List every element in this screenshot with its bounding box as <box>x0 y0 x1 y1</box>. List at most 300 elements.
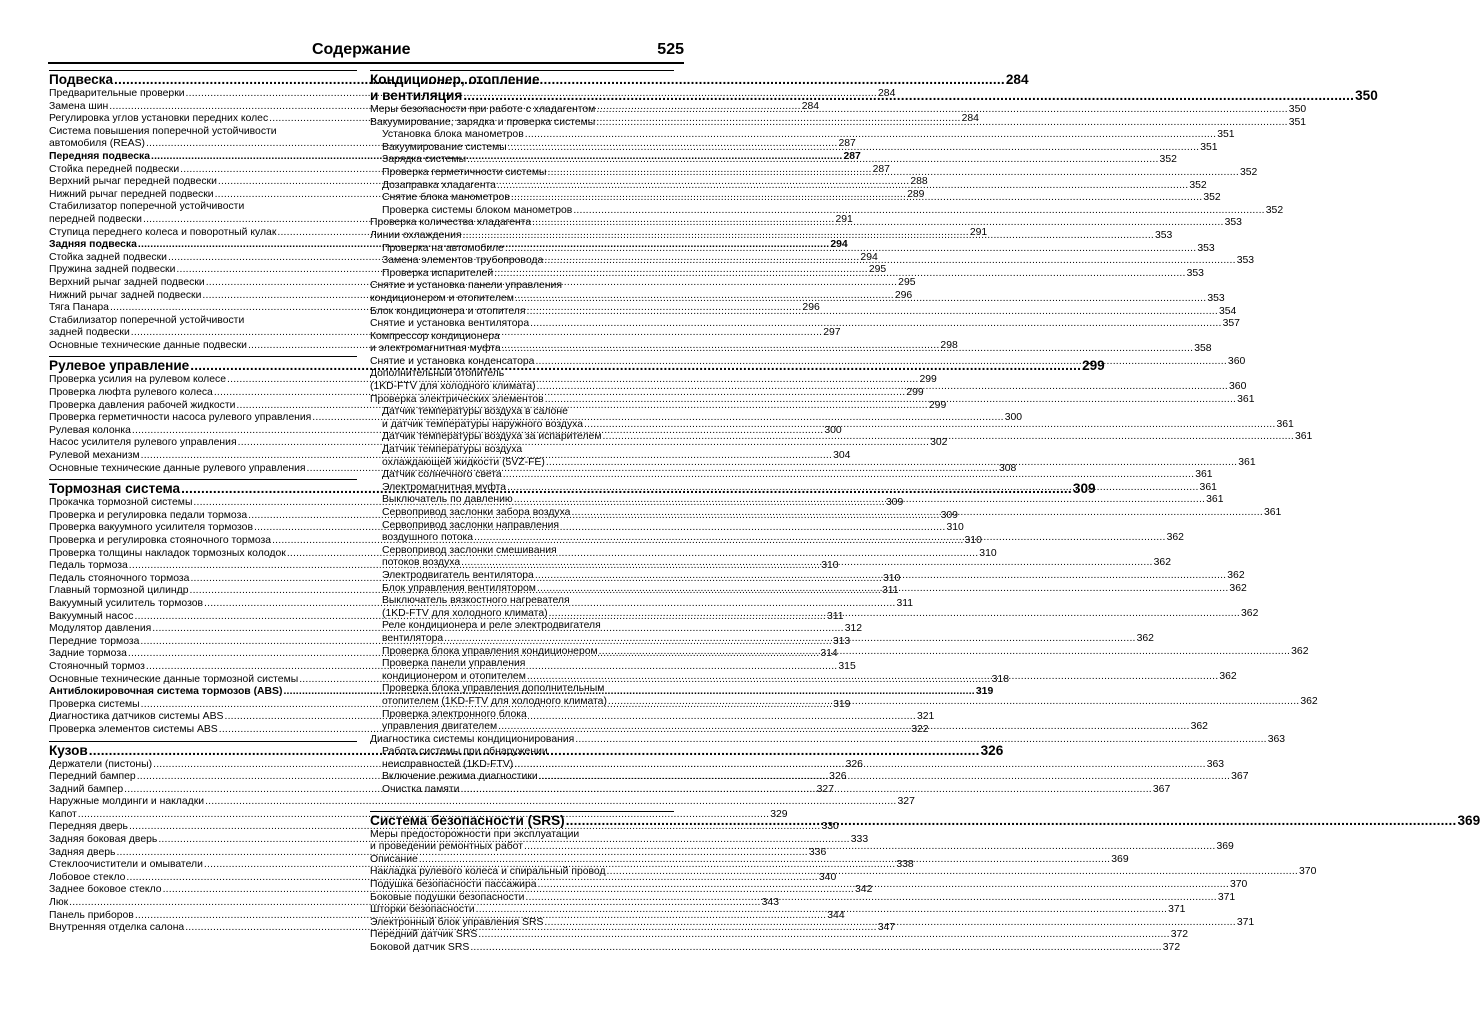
toc-entry-title: задней подвески <box>49 327 130 339</box>
toc-entry-line <box>370 595 674 608</box>
toc-entry-title: Очистка памяти <box>382 784 460 796</box>
toc-page-number: 370 <box>1299 866 1317 878</box>
toc-page-number: 362 <box>1136 632 1154 644</box>
toc-page-number: 342 <box>855 884 873 896</box>
toc-entry-title: Основные технические данные подвески <box>49 339 247 351</box>
toc-entry-line <box>370 829 674 842</box>
toc-entry-title: Замена шин <box>49 100 109 112</box>
toc-page-number: 321 <box>916 711 935 723</box>
toc-entry-title: Внутренняя отделка салона <box>49 922 185 934</box>
toc-entry-line <box>49 315 357 328</box>
toc-page-number: 361 <box>1294 431 1313 443</box>
section-rule <box>49 356 357 357</box>
toc-entry-title: Лобовое стекло <box>49 871 126 883</box>
toc-entry-title: и проведении ремонтных работ <box>370 841 523 853</box>
toc-entry-title: Линии охлаждения <box>370 229 462 241</box>
toc-page-number: 351 <box>1217 129 1235 141</box>
dot-leader <box>419 854 1110 867</box>
dot-leader <box>530 318 1221 331</box>
toc-page-number: 289 <box>907 188 925 200</box>
dot-leader <box>537 583 1228 596</box>
section-rule <box>370 70 674 71</box>
dot-leader <box>508 142 1199 155</box>
toc-page-number: 362 <box>1227 569 1245 581</box>
toc-entry-title: Стабилизатор поперечной устойчивости <box>49 201 245 213</box>
toc-entry-title: Проверка герметичности насоса рулевого управления <box>49 412 312 424</box>
toc-entry-title: Стабилизатор поперечной устойчивости <box>49 314 245 326</box>
dot-leader <box>478 929 1169 942</box>
toc-entry-title: Нижний рычаг задней подвески <box>49 289 202 301</box>
toc-page-number: 353 <box>1236 255 1255 267</box>
toc-page-number: 310 <box>979 547 997 559</box>
toc-page-number: 310 <box>964 535 982 546</box>
toc-page-number: 352 <box>1159 154 1177 166</box>
toc-entry-title: Главный тормозной цилиндр <box>49 585 189 597</box>
section-rule <box>49 479 357 480</box>
dot-leader <box>444 633 1135 646</box>
toc-entry-title: Передний датчик SRS <box>370 929 478 941</box>
toc-entry-line <box>370 620 674 633</box>
toc-entry-title: Проверка усилия на рулевом колесе <box>49 374 227 386</box>
toc-entry-title: автомобиля (REAS) <box>49 138 145 150</box>
dot-leader <box>463 88 1354 104</box>
toc-page-number: 297 <box>823 327 841 339</box>
toc-entry[interactable] <box>370 204 1284 218</box>
toc-page-number: 338 <box>896 859 914 871</box>
dot-leader <box>497 180 1188 193</box>
toc-entry-title: охлаждающей жидкости (5VZ-FE) <box>382 456 545 468</box>
toc-entry-title: Нижний рычаг передней подвески <box>49 188 214 200</box>
toc-entry-title: Проверка электронного блока <box>382 708 527 720</box>
toc-section-heading <box>370 72 674 88</box>
toc-entry-title: Блок управления вентилятором <box>382 582 536 594</box>
toc-entry-title: Модулятор давления <box>49 623 152 635</box>
toc-page-number: 361 <box>1195 469 1213 481</box>
toc-page-number: 343 <box>761 897 779 909</box>
dot-leader <box>602 431 1293 444</box>
toc-page-number: 350 <box>1355 88 1378 103</box>
toc-entry-title: Вакуумный насос <box>49 610 134 622</box>
toc-page-number: 353 <box>1186 267 1204 279</box>
toc-page-number: 313 <box>832 635 851 647</box>
dot-leader <box>525 892 1216 905</box>
toc-page-number: 336 <box>808 846 827 858</box>
toc-entry-title: передней подвески <box>49 213 142 225</box>
toc-page-number: 353 <box>1197 242 1215 254</box>
toc-page-number: 294 <box>830 239 848 251</box>
toc-entry-title: Компрессор кондиционера <box>370 330 500 342</box>
toc-entry-title: Ступица переднего колеса и поворотный кулак <box>49 226 277 238</box>
toc-entry-title: Кондиционер, отопление <box>370 72 540 87</box>
toc-entry-line <box>370 444 674 457</box>
toc-entry-title: управления двигателем <box>382 721 498 733</box>
toc-page-number: 352 <box>1265 204 1284 216</box>
toc-entry-title: отопителем (1KD-FTV для холодного климата) <box>382 695 607 707</box>
toc-page-number: 363 <box>1267 733 1286 745</box>
toc-page-number: 308 <box>999 462 1017 474</box>
toc-page-number: 315 <box>838 660 856 672</box>
toc-page-number: 291 <box>969 226 988 238</box>
toc-entry-title: Проверка вакуумного усилителя тормозов <box>49 522 253 534</box>
toc-entry-title: Дополнительный отопитель <box>370 368 505 380</box>
dot-leader <box>502 343 1193 356</box>
toc-page-number: 350 <box>1288 104 1307 115</box>
dot-leader <box>498 721 1189 734</box>
toc-entry-title: кондиционером и отопителем <box>382 670 526 682</box>
toc-entry[interactable] <box>370 929 1189 942</box>
toc-page-number: 333 <box>850 834 869 846</box>
toc-page-number: 312 <box>844 623 863 635</box>
dot-leader <box>476 904 1167 917</box>
toc-entry-title: Прокачка тормозной системы <box>49 497 193 509</box>
toc-page-number: 361 <box>1263 507 1282 518</box>
toc-entry-title: (1KD-FTV для холодного климата) <box>370 381 536 393</box>
toc-page-number: 295 <box>898 276 916 288</box>
dot-leader <box>470 942 1161 955</box>
toc-page-number: 296 <box>802 302 820 314</box>
toc-page-number: 327 <box>816 783 834 795</box>
dot-leader <box>514 494 1205 507</box>
toc-entry-title: Боковой датчик SRS <box>370 942 470 953</box>
toc-entry-title: потоков воздуха <box>382 557 461 569</box>
toc-page-number: 362 <box>1229 582 1247 594</box>
toc-entry-title: Сервопривод заслонки смешивания <box>382 544 557 556</box>
toc-entry-title: Проверка блока управления кондиционером <box>382 645 598 657</box>
section-rule <box>49 741 357 742</box>
toc-entry-title: Работа системы при обнаружении <box>382 746 548 758</box>
toc-entry-line <box>370 406 674 419</box>
toc-entry-title: Электронный блок управления SRS <box>370 916 544 928</box>
toc-page-number: 357 <box>1222 318 1240 330</box>
toc-entry-title: Датчик температуры воздуха <box>382 444 523 456</box>
toc-page-number: 372 <box>1170 929 1189 941</box>
toc-page-number: 352 <box>1239 166 1258 178</box>
toc-page-number: 295 <box>868 264 887 276</box>
toc-page-number: 362 <box>1300 695 1318 707</box>
toc-page-number: 369 <box>1216 841 1234 853</box>
toc-page-number: 370 <box>1229 879 1248 891</box>
toc-entry-title: Держатели (пистоны) <box>49 758 153 770</box>
toc-page-number: 351 <box>1288 116 1307 128</box>
toc-page-number: 360 <box>1229 381 1247 393</box>
toc-page-number: 360 <box>1227 355 1246 367</box>
toc-page-number: 326 <box>980 742 1004 758</box>
toc-entry-title: Меры безопасности при работе с хладагентом <box>370 104 596 115</box>
dot-leader <box>535 356 1226 369</box>
toc-entry-title: Вакуумный усилитель тормозов <box>49 597 204 609</box>
toc-entry-title: Шторки безопасности <box>370 904 475 916</box>
toc-entry-title: Выключатель вязкостного нагревателя <box>382 595 570 607</box>
toc-entry-title: Диагностика датчиков системы ABS <box>49 711 224 723</box>
dot-leader <box>474 532 1165 545</box>
toc-entry-title: Основные технические данные рулевого управления <box>49 462 306 474</box>
toc-entry-title: кондиционером и отопителем <box>370 292 514 304</box>
toc-entry-title: Проверка и регулировка стояночного тормоза <box>49 535 272 546</box>
toc-entry-title: Проверка толщины накладок тормозных колодок <box>49 547 286 559</box>
toc-entry-title: Кузов <box>49 742 88 758</box>
toc-entry-line <box>370 709 674 722</box>
toc-page-number: 369 <box>1457 812 1480 828</box>
dot-leader <box>546 457 1237 470</box>
dot-leader <box>527 306 1218 319</box>
toc-entry[interactable] <box>370 942 1181 955</box>
toc-page-number: 310 <box>882 572 901 584</box>
toc-entry-title: Антиблокировочная система тормозов (ABS) <box>49 686 283 698</box>
toc-entry-title: Дозаправка хладагента <box>382 179 496 191</box>
page-number: 525 <box>657 41 684 58</box>
toc-entry-title: Проверка системы блоком манометров <box>382 204 573 216</box>
toc-page-number: 329 <box>770 808 788 820</box>
toc-page-number: 284 <box>961 113 979 125</box>
dot-leader <box>608 696 1299 709</box>
toc-entry-title: Проверка давления рабочей жидкости <box>49 399 236 411</box>
dot-leader <box>461 557 1152 570</box>
toc-entry-title: Рулевой механизм <box>49 450 140 462</box>
toc-entry-line <box>370 280 674 293</box>
toc-entry-title: Задняя боковая дверь <box>49 834 158 846</box>
toc-page-number: 352 <box>1203 192 1221 204</box>
dot-leader <box>494 268 1185 281</box>
dot-leader <box>538 879 1229 892</box>
toc-entry-title: Регулировка углов установки передних колес <box>49 113 269 125</box>
toc-entry-line <box>49 126 357 139</box>
toc-entry-title: Педаль тормоза <box>49 560 128 572</box>
toc-entry-title: Педаль стояночного тормоза <box>49 572 190 584</box>
toc-page-number: 310 <box>821 560 839 572</box>
toc-entry-title: неисправностей (1KD-FTV) <box>382 758 514 770</box>
toc-entry-line <box>370 368 674 381</box>
toc-page-number: 304 <box>833 450 851 462</box>
toc-page-number: 354 <box>1218 305 1237 317</box>
dot-leader <box>545 394 1236 407</box>
toc-page-number: 311 <box>896 597 914 609</box>
toc-page-number: 361 <box>1237 393 1255 405</box>
toc-page-number: 299 <box>919 374 937 386</box>
toc-page-number: 284 <box>878 88 896 99</box>
toc-entry-title: Система безопасности (SRS) <box>370 812 565 828</box>
toc-page-number: 319 <box>833 698 851 710</box>
toc-entry-title: Стояночный тормоз <box>49 660 145 672</box>
dot-leader <box>527 671 1218 684</box>
toc-page-number: 371 <box>1168 904 1186 916</box>
toc-page-number: 361 <box>1199 481 1217 493</box>
toc-entry-line <box>370 545 674 558</box>
toc-entry-title: Снятие и установка вентилятора <box>370 318 530 330</box>
dot-leader <box>584 419 1275 432</box>
toc-page-number: 351 <box>1200 141 1218 153</box>
toc-page-number: 287 <box>838 138 856 150</box>
toc-entry-title: Блок кондиционера и отопителя <box>370 305 526 317</box>
dot-leader <box>514 759 1205 772</box>
toc-page-number: 309 <box>1072 481 1096 497</box>
toc-entry-title: Проверка элементов системы ABS <box>49 723 218 735</box>
toc-entry[interactable] <box>370 129 1235 142</box>
toc-page-number: 340 <box>818 871 837 883</box>
toc-page-number: 362 <box>1190 721 1208 733</box>
toc-page-number: 344 <box>827 909 845 921</box>
toc-entry-title: Передний бампер <box>49 771 136 783</box>
toc-page-number: 369 <box>1111 853 1129 865</box>
toc-page-number: 353 <box>1155 229 1173 241</box>
toc-entry-title: Люк <box>49 897 69 909</box>
toc-page-number: 299 <box>906 387 924 399</box>
toc-entry-title: Боковые подушки безопасности <box>370 891 525 903</box>
dot-leader <box>544 917 1235 930</box>
toc-entry-title: Передняя дверь <box>49 821 128 833</box>
toc-page-number: 326 <box>829 771 847 783</box>
dot-leader <box>535 570 1226 583</box>
toc-entry-title: Вакуумирование системы <box>382 141 507 153</box>
toc-page-number: 352 <box>1189 179 1207 191</box>
toc-entry-title: Датчик солнечного света <box>382 469 502 481</box>
page-header <box>48 40 684 64</box>
toc-page-number: 310 <box>946 522 964 534</box>
toc-entry-title: Насос усилителя рулевого управления <box>49 437 237 449</box>
dot-leader <box>548 167 1239 180</box>
toc-entry-title: Сервопривод заслонки направления <box>382 519 560 531</box>
toc-page-number: 288 <box>910 176 928 188</box>
toc-page-number: 284 <box>1005 72 1029 87</box>
toc-page-number: 311 <box>881 585 899 597</box>
toc-page-number: 367 <box>1152 784 1171 796</box>
toc-page-number: 358 <box>1194 343 1212 355</box>
toc-entry-title: Задняя дверь <box>49 846 116 858</box>
toc-entry-title: Тяга Панара <box>49 302 109 314</box>
toc-entry[interactable] <box>370 733 1286 747</box>
toc-entry-title: Рулевое управление <box>49 358 190 374</box>
toc-entry-line <box>370 683 674 696</box>
toc-page-number: 291 <box>835 213 853 225</box>
dot-leader <box>599 646 1290 659</box>
toc-page-number: 299 <box>928 399 947 411</box>
toc-page-number: 284 <box>801 100 820 112</box>
toc-page-number: 362 <box>1291 645 1309 657</box>
toc-page-number: 294 <box>860 251 878 263</box>
dot-leader <box>539 771 1230 784</box>
toc-entry-line <box>370 658 674 671</box>
toc-page-number: 311 <box>826 610 844 622</box>
toc-entry-title: воздушного потока <box>382 532 474 544</box>
toc-page-number: 362 <box>1219 670 1237 682</box>
toc-entry-title: Снятие и установка панели управления <box>370 280 562 292</box>
dot-leader <box>566 813 1457 829</box>
toc-page-number: 353 <box>1207 292 1225 304</box>
toc-page-number: 319 <box>975 686 994 698</box>
dot-leader <box>467 154 1158 167</box>
toc-page-number: 361 <box>1238 456 1256 468</box>
toc-entry-title: Рулевая колонка <box>49 424 131 436</box>
toc-page-number: 309 <box>885 497 904 509</box>
toc-entry-title: Проверка испарителей <box>382 267 494 279</box>
toc-page-number: 362 <box>1153 557 1171 569</box>
toc-page-number: 322 <box>911 723 929 735</box>
toc-page-number: 300 <box>1004 412 1023 424</box>
dot-leader <box>573 205 1264 218</box>
toc-page-number: 327 <box>897 796 915 808</box>
toc-entry-title: Проверка электрических элементов <box>370 393 544 405</box>
toc-page-number: 362 <box>1241 607 1259 619</box>
section-spacer <box>370 797 674 807</box>
toc-page-number: 372 <box>1162 942 1181 953</box>
dot-leader <box>596 117 1287 130</box>
toc-page-number: 302 <box>930 437 948 449</box>
toc-entry[interactable] <box>49 796 915 809</box>
dot-leader <box>532 217 1223 230</box>
toc-entry-title: Предварительные проверки <box>49 88 185 99</box>
toc-entry-title: Задняя подвеска <box>49 239 137 251</box>
toc-entry-title: Передняя подвеска <box>49 150 150 162</box>
toc-page-number: 299 <box>1082 358 1105 374</box>
toc-entry-title: Проверка блока управления дополнительным <box>382 683 605 695</box>
toc-entry-title: Проверка люфта рулевого колеса <box>49 387 213 399</box>
toc-entry-title: вентилятора <box>382 632 444 644</box>
dot-leader <box>503 469 1194 482</box>
toc-page-number: 314 <box>820 648 838 660</box>
toc-page-number: 296 <box>894 289 913 301</box>
toc-entry-title: Проверка системы <box>49 698 140 710</box>
toc-page-number: 363 <box>1206 758 1225 770</box>
toc-entry-title: Замена элементов трубопровода <box>382 255 544 267</box>
toc-entry-title: Подвеска <box>49 72 114 87</box>
toc-page-number: 318 <box>991 673 1009 685</box>
toc-entry-title: Вакуумирование, зарядка и проверка системы <box>370 116 596 128</box>
toc-entry-title: Проверка количества хладагента <box>370 217 532 229</box>
toc-entry-title: Тормозная система <box>49 481 181 497</box>
dot-leader <box>607 866 1298 879</box>
dot-leader <box>571 507 1262 520</box>
toc-page-number: 362 <box>1166 532 1184 544</box>
toc-entry-title: Включение режима диагностики <box>382 771 538 783</box>
toc-page-number: 287 <box>872 163 890 175</box>
toc-entry-title: Накладка рулевого колеса и спиральный провод <box>370 866 606 878</box>
toc-page-number: 353 <box>1224 217 1242 229</box>
toc-entry-title: Передние тормоза <box>49 635 140 647</box>
toc-page-number: 371 <box>1217 891 1236 903</box>
toc-page-number: 309 <box>940 509 958 521</box>
toc-entry-line <box>370 331 674 344</box>
toc-entry-title: и вентиляция <box>370 88 463 103</box>
toc-entry-title: Проверка герметичности системы <box>382 166 547 178</box>
toc-page-number: 371 <box>1236 916 1255 928</box>
dot-leader <box>524 841 1215 854</box>
toc-entry-title: Капот <box>49 808 77 820</box>
toc-entry-title: Датчик температуры воздуха в салоне <box>382 406 568 418</box>
dot-leader <box>549 608 1240 621</box>
toc-entry-title: Реле кондиционера и реле электродвигателя <box>382 620 601 632</box>
toc-entry-title: Проверка на автомобиле <box>382 242 504 254</box>
toc-page-number: 287 <box>843 150 861 162</box>
toc-entry-title: Система повышения поперечной устойчивости <box>49 125 277 137</box>
toc-entry-title: Установка блока манометров <box>382 129 524 141</box>
toc-entry-line <box>370 746 674 759</box>
toc-entry-title: Проверка и регулировка педали тормоза <box>49 509 248 521</box>
toc-entry[interactable] <box>370 469 1213 482</box>
page-title: Содержание <box>312 41 411 58</box>
toc-entry-title: Проверка панели управления <box>382 658 526 670</box>
toc-page-number: 361 <box>1276 418 1294 430</box>
dot-leader <box>575 734 1266 747</box>
section-rule <box>370 811 674 812</box>
dot-leader <box>511 192 1202 205</box>
toc-entry-title: Стойка задней подвески <box>49 251 167 263</box>
toc-entry[interactable] <box>370 318 1240 331</box>
dot-leader <box>525 129 1216 142</box>
toc-entry-title: и датчик температуры наружного воздуха <box>382 418 584 430</box>
dot-leader <box>463 230 1154 243</box>
dot-leader <box>544 255 1235 268</box>
toc-entry-title: Электромагнитная муфта <box>382 481 507 493</box>
toc-entry-title: Выключатель по давлению <box>382 494 513 506</box>
